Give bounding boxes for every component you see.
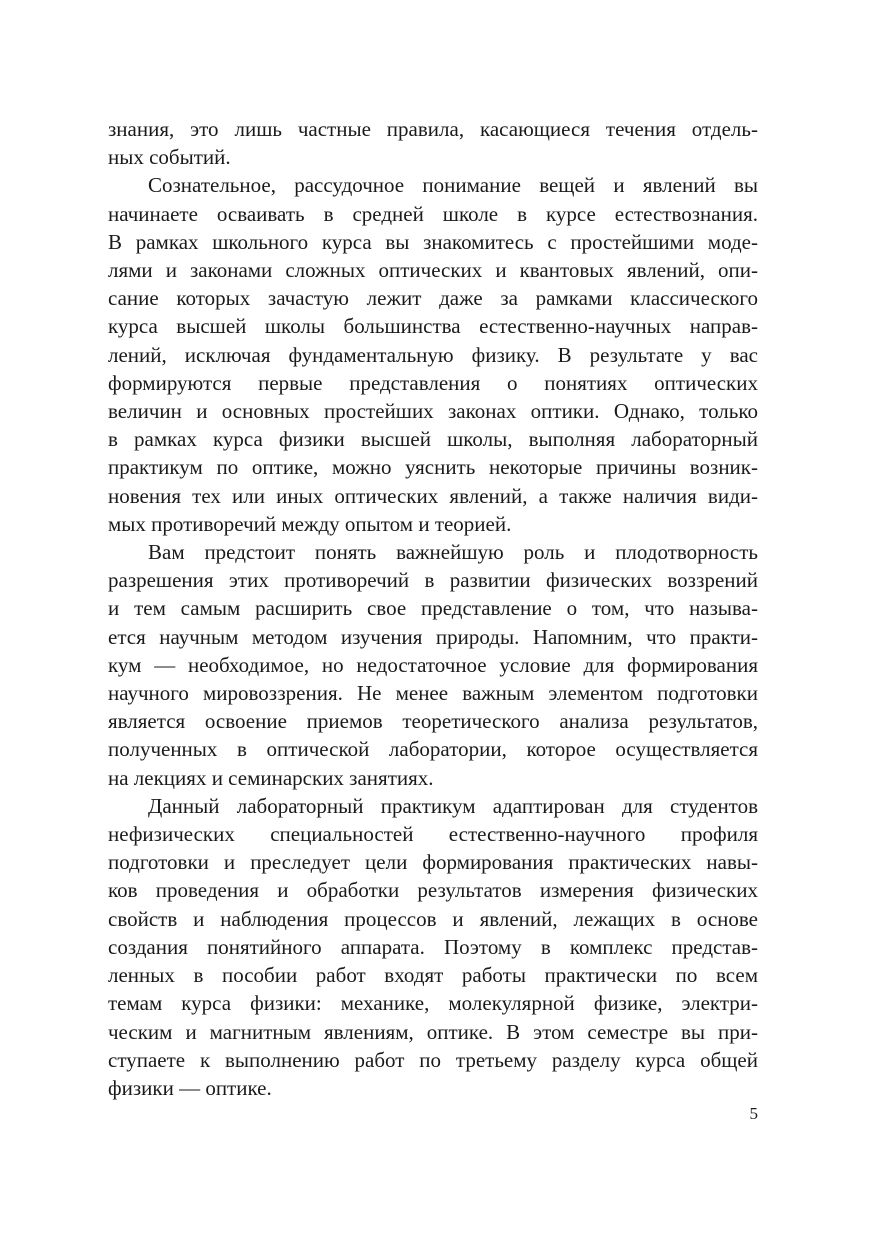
text-line: научного мировоззрения. Не менее важным элементом подготовки	[108, 681, 758, 706]
text-line: ков проведения и обработки результатов измерения физических	[108, 878, 758, 903]
text-line: знания, это лишь частные правила, касающиеся течения отдель-	[108, 117, 758, 141]
text-line: Данный лабораторный практикум адаптирован для студентов	[148, 793, 758, 818]
text-line: формируются первые представления о понятиях оптических	[108, 370, 758, 395]
text-line: ленных в пособии работ входят работы практически по всем	[108, 963, 758, 988]
text-line: ется научным методом изучения природы. Напомним, что практи-	[108, 624, 758, 649]
page-number: 5	[749, 1104, 758, 1123]
text-line: темам курса физики: механике, молекулярной физике, электри-	[108, 991, 758, 1016]
body-text	[108, 115, 758, 1102]
text-line: полученных в оптической лаборатории, которое осуществляется	[108, 737, 758, 762]
text-line: в рамках курса физики высшей школы, выполняя лабораторный	[108, 427, 758, 452]
text-line: кум — необходимое, но недостаточное условие для формирования	[108, 652, 758, 677]
text-line: создания понятийного аппарата. Поэтому в комплекс представ-	[108, 934, 758, 959]
text-line: сание которых зачастую лежит даже за рамками классического	[108, 286, 758, 311]
text-line: ступаете к выполнению работ по третьему разделу курса общей	[108, 1047, 758, 1072]
text-line: разрешения этих противоречий в развитии физических воззрений	[108, 568, 758, 593]
text-line: на лекциях и семинарских занятиях.	[108, 765, 434, 790]
text-line: новения тех или иных оптических явлений, а также наличия види-	[108, 483, 758, 508]
text-line: начинаете осваивать в средней школе в курсе естествознания.	[108, 201, 758, 226]
text-line: В рамках школьного курса вы знакомитесь с простейшими моде-	[108, 229, 758, 254]
text-line: ческим и магнитным явлениям, оптике. В этом семестре вы при-	[108, 1019, 758, 1044]
text-line: Сознательное, рассудочное понимание вещей и явлений вы	[148, 173, 758, 198]
text-line: лений, исключая фундаментальную физику. В результате у вас	[108, 342, 758, 367]
paragraph	[108, 538, 758, 792]
text-line: нефизических специальностей естественно-научного профиля	[108, 822, 758, 847]
text-line: Вам предстоит понять важнейшую роль и плодотворность	[148, 540, 758, 565]
text-line: подготовки и преследует цели формирования практических навы-	[108, 850, 758, 875]
text-line: курса высшей школы большинства естественно-научных направ-	[108, 314, 758, 339]
paragraph	[108, 115, 758, 171]
text-line: свойств и наблюдения процессов и явлений, лежащих в основе	[108, 906, 758, 931]
text-line: практикум по оптике, можно уяснить некоторые причины возник-	[108, 455, 758, 480]
text-line: ных событий.	[108, 145, 231, 170]
text-line: величин и основных простейших законах оптики. Однако, только	[108, 399, 758, 424]
text-line: физики — оптике.	[108, 1075, 272, 1100]
paragraph	[108, 792, 758, 1102]
paragraph	[108, 171, 758, 538]
text-line: мых противоречий между опытом и теорией.	[108, 511, 512, 536]
text-line: и тем самым расширить свое представление о том, что называ-	[108, 596, 758, 621]
text-line: является освоение приемов теоретического анализа результатов,	[108, 709, 758, 734]
text-line: лями и законами сложных оптических и квантовых явлений, опи-	[108, 258, 758, 283]
